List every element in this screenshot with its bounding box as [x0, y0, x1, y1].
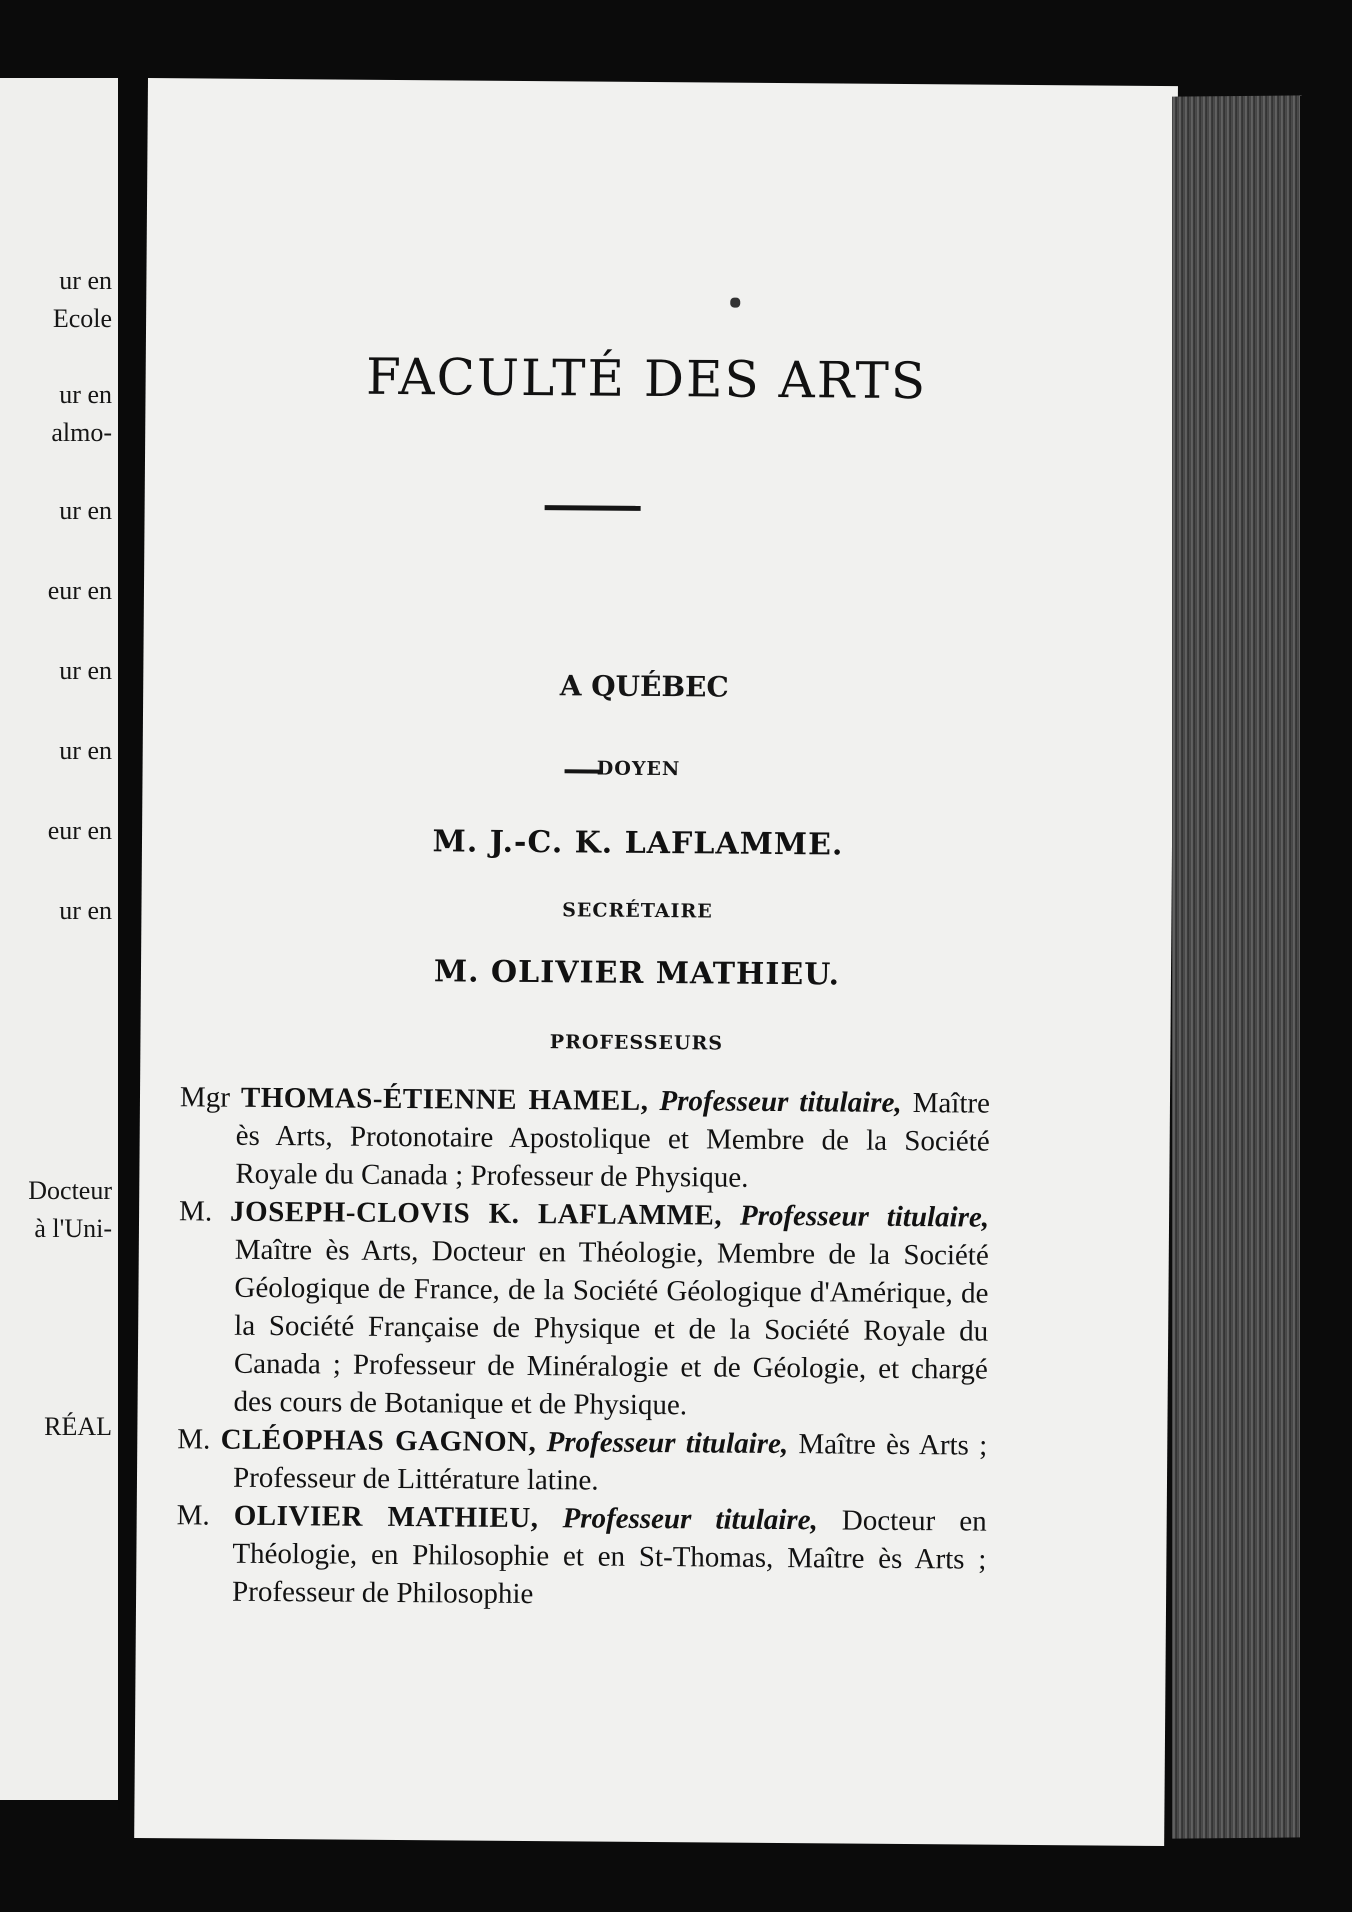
professor-details: Docteur en Théologie, en Philosophie et en St-Thomas, Maître ès Arts ; Professeur de Philosophie	[231, 1504, 987, 1611]
ink-speck	[730, 298, 740, 308]
professor-details: Maître ès Arts, Protonotaire Apostolique et Membre de la Société Royale du Canada ; Professeur de Physique.	[235, 1087, 991, 1194]
page-subtitle: A QUÉBEC	[559, 669, 729, 704]
title-rule	[545, 505, 641, 511]
left-page-line: eur en	[47, 816, 112, 845]
professor-prefix: M.	[176, 1499, 210, 1532]
left-facing-page	[0, 78, 118, 1800]
document-page	[134, 78, 1178, 1846]
professors-label: PROFESSEURS	[549, 1031, 724, 1055]
professor-entry	[176, 1496, 987, 1616]
left-page-line: ur en	[59, 266, 112, 295]
dean-label: DOYEN	[596, 757, 681, 781]
left-page-line: RÉAL	[44, 1412, 112, 1441]
professor-name: JOSEPH-CLOVIS K. LAFLAMME,	[229, 1195, 723, 1232]
professor-role: Professeur titulaire,	[739, 1199, 990, 1234]
professor-prefix: M.	[178, 1195, 213, 1228]
left-page-line: eur en	[47, 576, 112, 605]
professor-role: Professeur titulaire,	[659, 1085, 902, 1119]
professor-prefix: Mgr	[179, 1081, 231, 1114]
left-page-line: ur en	[59, 496, 112, 525]
professor-entry	[179, 1078, 990, 1198]
book-page-edges	[1172, 95, 1302, 1838]
left-page-line: ur en	[59, 380, 112, 409]
professor-details: Maître ès Arts, Docteur en Théologie, Membre de la Société Géologique de France, de la Société Géologique d'Amérique, de la Société Française de Physique et de la Société Royale du Canada ; Professeur de Minéralogie et de Géologie, et chargé des cours de Botanique et de Physique.	[233, 1233, 989, 1422]
left-page-line: à l'Uni-	[34, 1214, 112, 1243]
left-page-line: ur en	[59, 656, 112, 685]
professor-role: Professeur titulaire,	[562, 1502, 818, 1537]
professor-role: Professeur titulaire,	[546, 1426, 789, 1461]
secretary-name: M. OLIVIER MATHIEU.	[433, 954, 841, 993]
professor-name: CLÉOPHAS GAGNON,	[220, 1423, 537, 1459]
left-page-line: almo-	[51, 418, 112, 447]
left-page-line: Docteur	[28, 1176, 112, 1205]
book-cover-edge	[1300, 96, 1352, 1912]
dean-name: M. J.-C. K. LAFLAMME.	[432, 824, 844, 863]
professor-entry	[177, 1192, 989, 1426]
professor-details: Maître ès Arts ; Professeur de Littérature latine.	[232, 1428, 988, 1497]
professor-prefix: M.	[177, 1423, 211, 1456]
left-page-line: Ecole	[52, 304, 112, 333]
left-page-line: ur en	[59, 736, 112, 765]
left-page-line: ur en	[59, 896, 112, 925]
secretary-label: SECRÉTAIRE	[562, 899, 713, 923]
professor-name: THOMAS-ÉTIENNE HAMEL,	[240, 1081, 649, 1117]
professor-entry	[177, 1420, 988, 1502]
page-title: FACULTÉ DES ARTS	[365, 347, 928, 411]
professor-name: OLIVIER MATHIEU,	[233, 1499, 539, 1535]
professors-list	[176, 1078, 990, 1616]
